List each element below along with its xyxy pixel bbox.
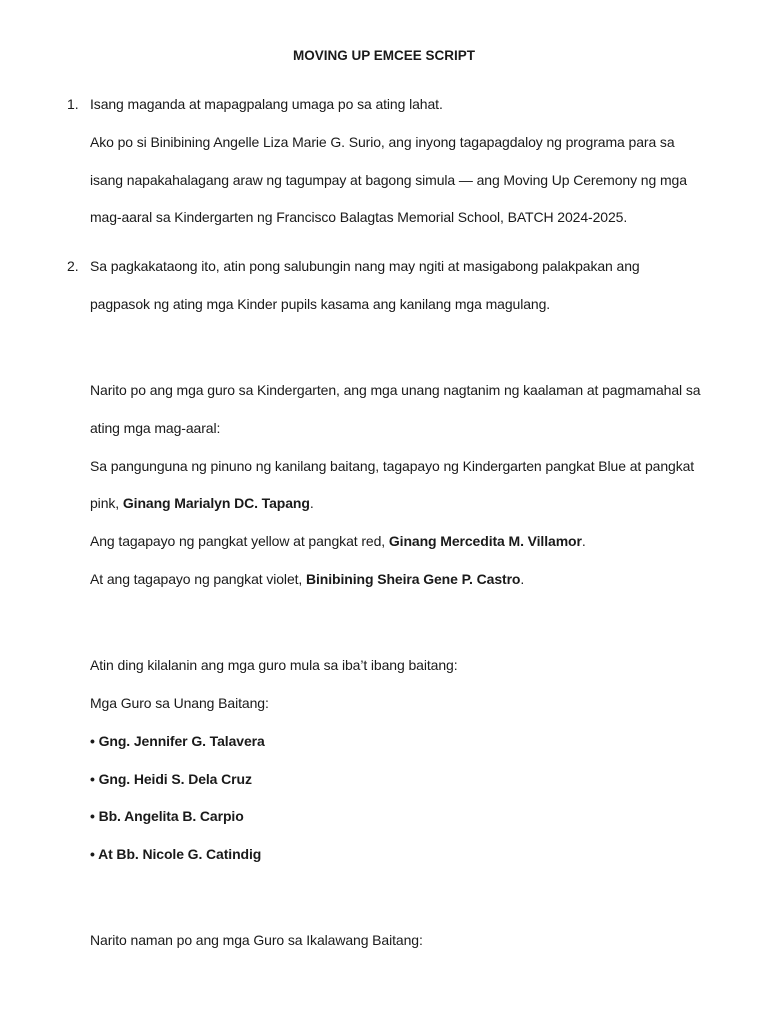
grade1-teacher-item xyxy=(90,732,265,750)
grade-teachers-intro: Atin ding kilalanin ang mga guro mula sa iba’t ibang baitang: xyxy=(90,657,458,673)
document-title: MOVING UP EMCEE SCRIPT xyxy=(292,48,476,63)
grade1-teacher-name: • At Bb. Nicole G. Catindig xyxy=(90,846,262,862)
greeting-line: Isang maganda at mapagpalang umaga po sa ating lahat. xyxy=(90,96,443,112)
kinder-yellow-line xyxy=(90,532,586,550)
kinder-violet-name: Binibining Sheira Gene P. Castro xyxy=(306,571,521,587)
grade1-teacher-name: • Gng. Heidi S. Dela Cruz xyxy=(90,771,252,787)
kinder-violet-prefix: At ang tagapayo ng pangkat violet, xyxy=(90,571,306,587)
kinder-yellow-suffix: . xyxy=(581,533,586,549)
kinder-intro-line-1: Narito po ang mga guro sa Kindergarten, ang mga unang nagtanim ng kaalaman at pagmamahal sa xyxy=(90,382,701,398)
kinder-yellow-name: Ginang Mercedita M. Villamor xyxy=(388,533,582,549)
grade2-heading: Narito naman po ang mga Guro sa Ikalawang Baitang: xyxy=(90,932,423,948)
kinder-lead-suffix: . xyxy=(309,495,314,511)
kinder-lead-prefix: pink, xyxy=(90,495,123,511)
kinder-lead-line-1: Sa pangunguna ng pinuno ng kanilang baitang, tagapayo ng Kindergarten pangkat Blue at pangkat xyxy=(90,458,695,474)
entrance-line-1: Sa pagkakataong ito, atin pong salubungin nang may ngiti at masigabong palakpakan ang xyxy=(90,258,640,274)
kinder-violet-line xyxy=(90,570,524,588)
kinder-violet-suffix: . xyxy=(520,571,525,587)
kinder-intro-line-2: ating mga mag-aaral: xyxy=(90,420,221,436)
grade1-heading: Mga Guro sa Unang Baitang: xyxy=(90,695,269,711)
grade1-teacher-name: • Bb. Angelita B. Carpio xyxy=(90,808,244,824)
grade1-teacher-name: • Gng. Jennifer G. Talavera xyxy=(90,733,265,749)
kinder-yellow-prefix: Ang tagapayo ng pangkat yellow at pangkat red, xyxy=(90,533,389,549)
list-number-1: 1. xyxy=(67,96,79,112)
intro-line-2: isang napakahalagang araw ng tagumpay at bagong simula — ang Moving Up Ceremony ng mga xyxy=(90,172,687,188)
intro-line-1: Ako po si Binibining Angelle Liza Marie G. Surio, ang inyong tagapagdaloy ng programa para sa xyxy=(90,134,675,150)
grade1-teacher-item xyxy=(90,770,252,788)
grade1-teacher-item xyxy=(90,807,244,825)
list-number-2: 2. xyxy=(67,258,79,274)
kinder-lead-line-2 xyxy=(90,494,314,512)
entrance-line-2: pagpasok ng ating mga Kinder pupils kasama ang kanilang mga magulang. xyxy=(90,296,551,312)
kinder-lead-name: Ginang Marialyn DC. Tapang xyxy=(122,495,310,511)
grade1-teacher-item xyxy=(90,845,261,863)
intro-line-3: mag-aaral sa Kindergarten ng Francisco Balagtas Memorial School, BATCH 2024-2025. xyxy=(90,209,628,225)
